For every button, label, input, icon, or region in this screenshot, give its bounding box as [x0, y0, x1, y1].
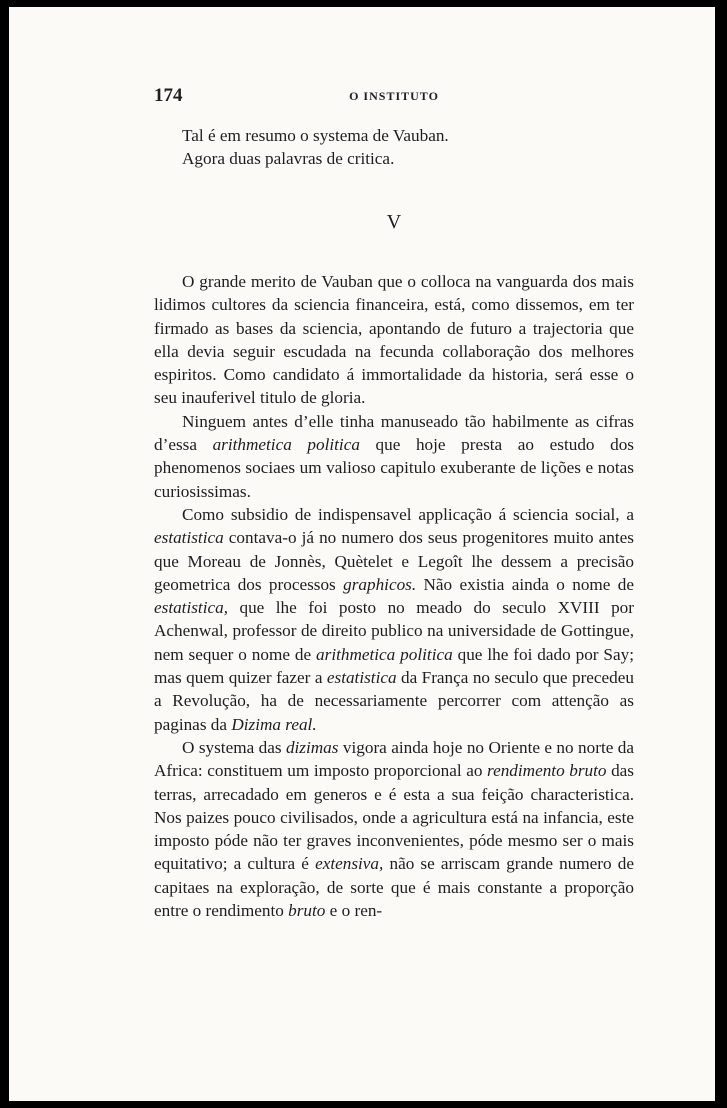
text-run: contava-o já no numero dos seus progenitores muito antes que Moreau de Jonnès, Quètelet e Legoît lhe dessem a precisão geometrica dos processos	[154, 528, 634, 594]
section-heading: V	[386, 211, 402, 233]
paragraph	[154, 503, 634, 736]
body-text	[154, 270, 634, 922]
text-run: O grande merito de Vauban que o colloca na vanguarda dos mais lidimos cultores da sciencia financeira, está, como dissemos, em ter firmado as bases da sciencia, apontando de futuro a trajectoria que ella devia seguir escudada na fecunda collaboração dos melhores espiritos. Como candidato á immortalidade da historia, será esse o seu inauferivel titulo de gloria.	[154, 272, 634, 408]
italic-text: dizimas	[285, 737, 339, 757]
italic-text: estatistica,	[154, 598, 228, 618]
text-run: vigora ainda hoje no Oriente e no norte da Africa: constituem um imposto proporcional ao	[154, 737, 634, 781]
paragraph	[154, 736, 634, 922]
intro-block	[154, 124, 634, 171]
italic-text: Dizima real.	[231, 714, 317, 734]
paragraph	[154, 270, 634, 410]
text-run: que hoje presta ao estudo dos phenomenos sociaes um valioso capitulo exuberante de lições e notas curiosissimas.	[154, 435, 634, 501]
text-run: Como subsidio de indispensavel applicação á sciencia social, a	[182, 504, 634, 524]
book-page	[9, 7, 715, 1101]
italic-text: arithmetica politica	[212, 435, 360, 455]
intro-line: Tal é em resumo o systema de Vauban.	[182, 126, 449, 145]
intro-line: Agora duas palavras de critica.	[182, 149, 395, 169]
italic-text: estatistica	[154, 528, 224, 548]
text-run: não se arriscam grande numero de capitaes na exploração, de sorte que é mais constante a proporção entre o rendimento	[154, 854, 634, 921]
italic-text: arithmetica politica	[316, 644, 453, 664]
text-run: Não existia ainda o nome de	[416, 574, 634, 594]
page-header	[154, 85, 634, 111]
text-run: que lhe foi posto no meado do seculo XVIII por Achenwal, professor de direito publico na universidade de Gottingue, nem sequer o nome de	[154, 598, 634, 664]
italic-text: rendimento bruto	[487, 761, 607, 781]
text-run: que lhe foi dado por Say; mas quem quizer fazer a	[154, 644, 634, 688]
page-number: 174	[154, 85, 183, 106]
text-run: O systema das	[182, 737, 286, 757]
italic-text: graphicos.	[343, 574, 417, 594]
text-run: Ninguem antes d’elle tinha manuseado tão habilmente as cifras d’essa	[154, 411, 634, 455]
italic-text: extensiva,	[315, 854, 384, 874]
italic-text: bruto	[288, 901, 326, 921]
text-run: das terras, arrecadado em generos e é esta a sua feição characteristica. Nos paizes pouco civilisados, onde a agricultura está na infancia, este imposto póde não ter graves inconvenientes, póde mesmo ser o mais equitativo; a cultura é	[154, 761, 634, 874]
text-run: da França no seculo que precedeu a Revolução, ha de necessariamente percorrer com attenção as paginas da	[154, 668, 634, 734]
running-title: O INSTITUTO	[349, 89, 439, 103]
paragraph	[154, 410, 634, 503]
text-run: e o ren-	[325, 901, 383, 921]
italic-text: estatistica	[326, 668, 397, 688]
